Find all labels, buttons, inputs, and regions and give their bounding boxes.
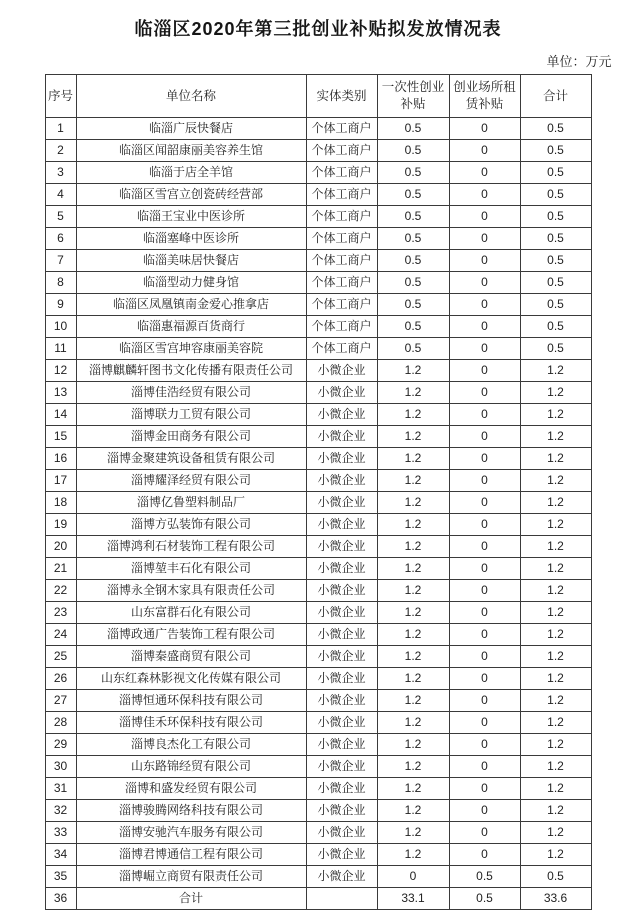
row-index: 1 (45, 118, 76, 140)
unit-note: 单位：万元 (546, 54, 612, 69)
row-rent-subsidy: 0 (449, 624, 520, 646)
row-rent-subsidy: 0 (449, 316, 520, 338)
row-index: 27 (45, 690, 76, 712)
row-entity-type: 小微企业 (306, 756, 377, 778)
row-rent-subsidy: 0 (449, 734, 520, 756)
row-rent-subsidy: 0 (449, 162, 520, 184)
row-entity-type: 小微企业 (306, 492, 377, 514)
row-index: 30 (45, 756, 76, 778)
row-entity-type: 小微企业 (306, 712, 377, 734)
row-rent-subsidy: 0 (449, 404, 520, 426)
table-row (45, 690, 591, 712)
row-rent-subsidy: 0 (449, 492, 520, 514)
row-entity-type: 个体工商户 (306, 184, 377, 206)
row-total: 1.2 (520, 382, 591, 404)
row-rent-subsidy: 0 (449, 646, 520, 668)
row-total: 1.2 (520, 800, 591, 822)
row-entity-type: 小微企业 (306, 734, 377, 756)
total-row-entity (306, 888, 377, 910)
table-row (45, 580, 591, 602)
row-rent-subsidy: 0 (449, 756, 520, 778)
row-index: 15 (45, 426, 76, 448)
row-one-time-subsidy: 1.2 (377, 778, 449, 800)
table-row (45, 338, 591, 360)
row-one-time-subsidy: 1.2 (377, 712, 449, 734)
row-index: 17 (45, 470, 76, 492)
row-index: 4 (45, 184, 76, 206)
row-total: 0.5 (520, 250, 591, 272)
row-one-time-subsidy: 0 (377, 866, 449, 888)
row-entity-type: 个体工商户 (306, 272, 377, 294)
row-unit-name: 淄博安驰汽车服务有限公司 (76, 822, 306, 844)
row-index: 24 (45, 624, 76, 646)
table-row (45, 778, 591, 800)
row-unit-name: 淄博亿鲁塑料制品厂 (76, 492, 306, 514)
row-one-time-subsidy: 1.2 (377, 800, 449, 822)
row-rent-subsidy: 0 (449, 536, 520, 558)
table-row (45, 228, 591, 250)
table-row (45, 426, 591, 448)
row-rent-subsidy: 0.5 (449, 866, 520, 888)
row-total: 1.2 (520, 492, 591, 514)
row-unit-name: 临淄于店全羊馆 (76, 162, 306, 184)
row-index: 35 (45, 866, 76, 888)
row-total: 1.2 (520, 844, 591, 866)
row-unit-name: 淄博君博通信工程有限公司 (76, 844, 306, 866)
row-total: 1.2 (520, 624, 591, 646)
table-row (45, 404, 591, 426)
table-row (45, 756, 591, 778)
row-entity-type: 小微企业 (306, 426, 377, 448)
row-unit-name: 临淄区凤凰镇南金爱心推拿店 (76, 294, 306, 316)
row-total: 1.2 (520, 448, 591, 470)
row-one-time-subsidy: 1.2 (377, 558, 449, 580)
row-total: 1.2 (520, 756, 591, 778)
row-entity-type: 个体工商户 (306, 250, 377, 272)
row-total: 1.2 (520, 822, 591, 844)
table-row (45, 536, 591, 558)
row-unit-name: 淄博鸿利石材装饰工程有限公司 (76, 536, 306, 558)
row-one-time-subsidy: 1.2 (377, 448, 449, 470)
table-row (45, 646, 591, 668)
table-row (45, 800, 591, 822)
row-total: 1.2 (520, 734, 591, 756)
row-index: 9 (45, 294, 76, 316)
row-one-time-subsidy: 1.2 (377, 536, 449, 558)
row-unit-name: 淄博骏腾网络科技有限公司 (76, 800, 306, 822)
column-header-index: 序号 (45, 75, 76, 118)
row-one-time-subsidy: 1.2 (377, 404, 449, 426)
row-unit-name: 淄博方弘装饰有限公司 (76, 514, 306, 536)
row-one-time-subsidy: 0.5 (377, 184, 449, 206)
row-one-time-subsidy: 1.2 (377, 668, 449, 690)
row-unit-name: 淄博金田商务有限公司 (76, 426, 306, 448)
row-rent-subsidy: 0 (449, 294, 520, 316)
row-rent-subsidy: 0 (449, 470, 520, 492)
row-rent-subsidy: 0 (449, 272, 520, 294)
row-rent-subsidy: 0 (449, 580, 520, 602)
page-title: 临淄区2020年第三批创业补贴拟发放情况表 (134, 19, 502, 39)
row-rent-subsidy: 0 (449, 602, 520, 624)
row-one-time-subsidy: 1.2 (377, 756, 449, 778)
row-index: 18 (45, 492, 76, 514)
total-row-index: 36 (45, 888, 76, 910)
row-entity-type: 个体工商户 (306, 206, 377, 228)
row-total: 1.2 (520, 426, 591, 448)
table-footer (45, 888, 591, 910)
row-unit-name: 临淄区闻韶康丽美容养生馆 (76, 140, 306, 162)
row-rent-subsidy: 0 (449, 426, 520, 448)
row-index: 6 (45, 228, 76, 250)
row-unit-name: 淄博政通广告装饰工程有限公司 (76, 624, 306, 646)
row-total: 1.2 (520, 404, 591, 426)
row-one-time-subsidy: 0.5 (377, 316, 449, 338)
table-row (45, 360, 591, 382)
row-index: 22 (45, 580, 76, 602)
row-entity-type: 小微企业 (306, 360, 377, 382)
subsidy-table (45, 74, 592, 910)
table-row (45, 118, 591, 140)
row-rent-subsidy: 0 (449, 712, 520, 734)
row-index: 25 (45, 646, 76, 668)
table-row (45, 382, 591, 404)
row-unit-name: 山东红森林影视文化传媒有限公司 (76, 668, 306, 690)
row-index: 19 (45, 514, 76, 536)
row-index: 3 (45, 162, 76, 184)
row-entity-type: 小微企业 (306, 580, 377, 602)
row-unit-name: 临淄塞峰中医诊所 (76, 228, 306, 250)
row-unit-name: 临淄惠福源百货商行 (76, 316, 306, 338)
total-row-label: 合计 (76, 888, 306, 910)
row-total: 1.2 (520, 602, 591, 624)
row-rent-subsidy: 0 (449, 206, 520, 228)
table-row (45, 206, 591, 228)
row-index: 33 (45, 822, 76, 844)
column-header-total: 合计 (520, 75, 591, 118)
row-index: 10 (45, 316, 76, 338)
row-unit-name: 淄博良杰化工有限公司 (76, 734, 306, 756)
row-unit-name: 临淄广辰快餐店 (76, 118, 306, 140)
row-entity-type: 个体工商户 (306, 338, 377, 360)
row-unit-name: 淄博联力工贸有限公司 (76, 404, 306, 426)
row-rent-subsidy: 0 (449, 338, 520, 360)
row-total: 1.2 (520, 536, 591, 558)
row-unit-name: 淄博秦盛商贸有限公司 (76, 646, 306, 668)
table-total-row (45, 888, 591, 910)
table-row (45, 734, 591, 756)
row-index: 12 (45, 360, 76, 382)
row-rent-subsidy: 0 (449, 800, 520, 822)
row-one-time-subsidy: 0.5 (377, 272, 449, 294)
row-entity-type: 小微企业 (306, 778, 377, 800)
row-total: 0.5 (520, 140, 591, 162)
row-index: 29 (45, 734, 76, 756)
row-one-time-subsidy: 1.2 (377, 690, 449, 712)
row-rent-subsidy: 0 (449, 382, 520, 404)
row-entity-type: 个体工商户 (306, 140, 377, 162)
row-unit-name: 淄博佳浩经贸有限公司 (76, 382, 306, 404)
row-total: 0.5 (520, 272, 591, 294)
row-entity-type: 小微企业 (306, 382, 377, 404)
table-body (45, 118, 591, 888)
row-unit-name: 临淄区雪宫坤容康丽美容院 (76, 338, 306, 360)
row-rent-subsidy: 0 (449, 448, 520, 470)
row-entity-type: 小微企业 (306, 800, 377, 822)
row-total: 1.2 (520, 690, 591, 712)
row-rent-subsidy: 0 (449, 514, 520, 536)
row-unit-name: 淄博堃丰石化有限公司 (76, 558, 306, 580)
table-row (45, 822, 591, 844)
row-entity-type: 小微企业 (306, 470, 377, 492)
row-rent-subsidy: 0 (449, 690, 520, 712)
row-unit-name: 淄博和盛发经贸有限公司 (76, 778, 306, 800)
row-entity-type: 小微企业 (306, 646, 377, 668)
row-total: 0.5 (520, 184, 591, 206)
row-unit-name: 淄博永全钢木家具有限责任公司 (76, 580, 306, 602)
row-entity-type: 小微企业 (306, 602, 377, 624)
total-row-rent-subsidy: 0.5 (449, 888, 520, 910)
row-unit-name: 淄博金聚建筑设备租赁有限公司 (76, 448, 306, 470)
table-row (45, 492, 591, 514)
row-one-time-subsidy: 1.2 (377, 624, 449, 646)
row-total: 1.2 (520, 360, 591, 382)
row-index: 23 (45, 602, 76, 624)
row-entity-type: 个体工商户 (306, 118, 377, 140)
table-row (45, 316, 591, 338)
row-unit-name: 山东富群石化有限公司 (76, 602, 306, 624)
table-row (45, 294, 591, 316)
row-one-time-subsidy: 1.2 (377, 470, 449, 492)
row-unit-name: 临淄美味居快餐店 (76, 250, 306, 272)
row-total: 1.2 (520, 470, 591, 492)
row-rent-subsidy: 0 (449, 844, 520, 866)
total-row-one-time-subsidy: 33.1 (377, 888, 449, 910)
row-one-time-subsidy: 0.5 (377, 250, 449, 272)
row-entity-type: 个体工商户 (306, 316, 377, 338)
row-index: 11 (45, 338, 76, 360)
row-index: 8 (45, 272, 76, 294)
row-one-time-subsidy: 0.5 (377, 206, 449, 228)
table-row (45, 668, 591, 690)
row-one-time-subsidy: 0.5 (377, 140, 449, 162)
row-unit-name: 淄博崛立商贸有限责任公司 (76, 866, 306, 888)
row-index: 13 (45, 382, 76, 404)
row-entity-type: 小微企业 (306, 448, 377, 470)
row-one-time-subsidy: 1.2 (377, 382, 449, 404)
row-entity-type: 个体工商户 (306, 228, 377, 250)
table-row (45, 272, 591, 294)
row-total: 0.5 (520, 294, 591, 316)
row-total: 0.5 (520, 866, 591, 888)
table-row (45, 866, 591, 888)
row-entity-type: 小微企业 (306, 514, 377, 536)
row-rent-subsidy: 0 (449, 118, 520, 140)
row-index: 16 (45, 448, 76, 470)
table-row (45, 448, 591, 470)
row-entity-type: 小微企业 (306, 866, 377, 888)
row-unit-name: 临淄王宝业中医诊所 (76, 206, 306, 228)
table-row (45, 140, 591, 162)
row-one-time-subsidy: 0.5 (377, 118, 449, 140)
row-unit-name: 淄博麒麟轩图书文化传播有限责任公司 (76, 360, 306, 382)
column-header-rent: 创业场所租赁补贴 (449, 75, 520, 118)
column-header-one-time: 一次性创业补贴 (377, 75, 449, 118)
row-one-time-subsidy: 1.2 (377, 844, 449, 866)
table-row (45, 558, 591, 580)
row-entity-type: 小微企业 (306, 844, 377, 866)
row-rent-subsidy: 0 (449, 250, 520, 272)
row-one-time-subsidy: 1.2 (377, 514, 449, 536)
table-row (45, 602, 591, 624)
row-unit-name: 淄博恒通环保科技有限公司 (76, 690, 306, 712)
row-total: 1.2 (520, 558, 591, 580)
row-index: 34 (45, 844, 76, 866)
row-total: 1.2 (520, 712, 591, 734)
row-total: 0.5 (520, 228, 591, 250)
row-index: 2 (45, 140, 76, 162)
row-total: 1.2 (520, 778, 591, 800)
total-row-total: 33.6 (520, 888, 591, 910)
row-rent-subsidy: 0 (449, 668, 520, 690)
row-index: 32 (45, 800, 76, 822)
row-unit-name: 临淄型动力健身馆 (76, 272, 306, 294)
row-entity-type: 个体工商户 (306, 294, 377, 316)
row-index: 26 (45, 668, 76, 690)
table-row (45, 250, 591, 272)
table-header-row (45, 75, 591, 118)
table-row (45, 624, 591, 646)
row-index: 20 (45, 536, 76, 558)
row-rent-subsidy: 0 (449, 184, 520, 206)
row-entity-type: 小微企业 (306, 822, 377, 844)
row-index: 21 (45, 558, 76, 580)
row-index: 14 (45, 404, 76, 426)
row-index: 7 (45, 250, 76, 272)
table-row (45, 162, 591, 184)
row-entity-type: 小微企业 (306, 690, 377, 712)
row-total: 0.5 (520, 162, 591, 184)
table-row (45, 470, 591, 492)
row-entity-type: 小微企业 (306, 668, 377, 690)
row-one-time-subsidy: 1.2 (377, 426, 449, 448)
row-index: 5 (45, 206, 76, 228)
row-rent-subsidy: 0 (449, 228, 520, 250)
table-row (45, 712, 591, 734)
row-unit-name: 淄博耀泽经贸有限公司 (76, 470, 306, 492)
row-total: 1.2 (520, 668, 591, 690)
row-total: 1.2 (520, 646, 591, 668)
row-total: 0.5 (520, 118, 591, 140)
row-one-time-subsidy: 1.2 (377, 492, 449, 514)
row-index: 28 (45, 712, 76, 734)
row-one-time-subsidy: 1.2 (377, 646, 449, 668)
row-rent-subsidy: 0 (449, 140, 520, 162)
row-entity-type: 个体工商户 (306, 162, 377, 184)
row-one-time-subsidy: 0.5 (377, 228, 449, 250)
row-one-time-subsidy: 1.2 (377, 602, 449, 624)
row-one-time-subsidy: 1.2 (377, 580, 449, 602)
row-one-time-subsidy: 0.5 (377, 294, 449, 316)
row-one-time-subsidy: 1.2 (377, 734, 449, 756)
table-row (45, 514, 591, 536)
row-entity-type: 小微企业 (306, 404, 377, 426)
row-entity-type: 小微企业 (306, 624, 377, 646)
row-rent-subsidy: 0 (449, 558, 520, 580)
table-row (45, 184, 591, 206)
row-index: 31 (45, 778, 76, 800)
row-rent-subsidy: 0 (449, 360, 520, 382)
row-one-time-subsidy: 0.5 (377, 162, 449, 184)
row-rent-subsidy: 0 (449, 822, 520, 844)
row-entity-type: 小微企业 (306, 536, 377, 558)
row-total: 0.5 (520, 206, 591, 228)
table-row (45, 844, 591, 866)
column-header-name: 单位名称 (76, 75, 306, 118)
row-entity-type: 小微企业 (306, 558, 377, 580)
row-unit-name: 山东路锦经贸有限公司 (76, 756, 306, 778)
row-one-time-subsidy: 1.2 (377, 822, 449, 844)
row-one-time-subsidy: 0.5 (377, 338, 449, 360)
row-total: 1.2 (520, 514, 591, 536)
row-unit-name: 淄博佳禾环保科技有限公司 (76, 712, 306, 734)
column-header-entity: 实体类别 (306, 75, 377, 118)
row-rent-subsidy: 0 (449, 778, 520, 800)
row-total: 0.5 (520, 338, 591, 360)
row-total: 1.2 (520, 580, 591, 602)
row-total: 0.5 (520, 316, 591, 338)
row-unit-name: 临淄区雪宫立创瓷砖经营部 (76, 184, 306, 206)
row-one-time-subsidy: 1.2 (377, 360, 449, 382)
